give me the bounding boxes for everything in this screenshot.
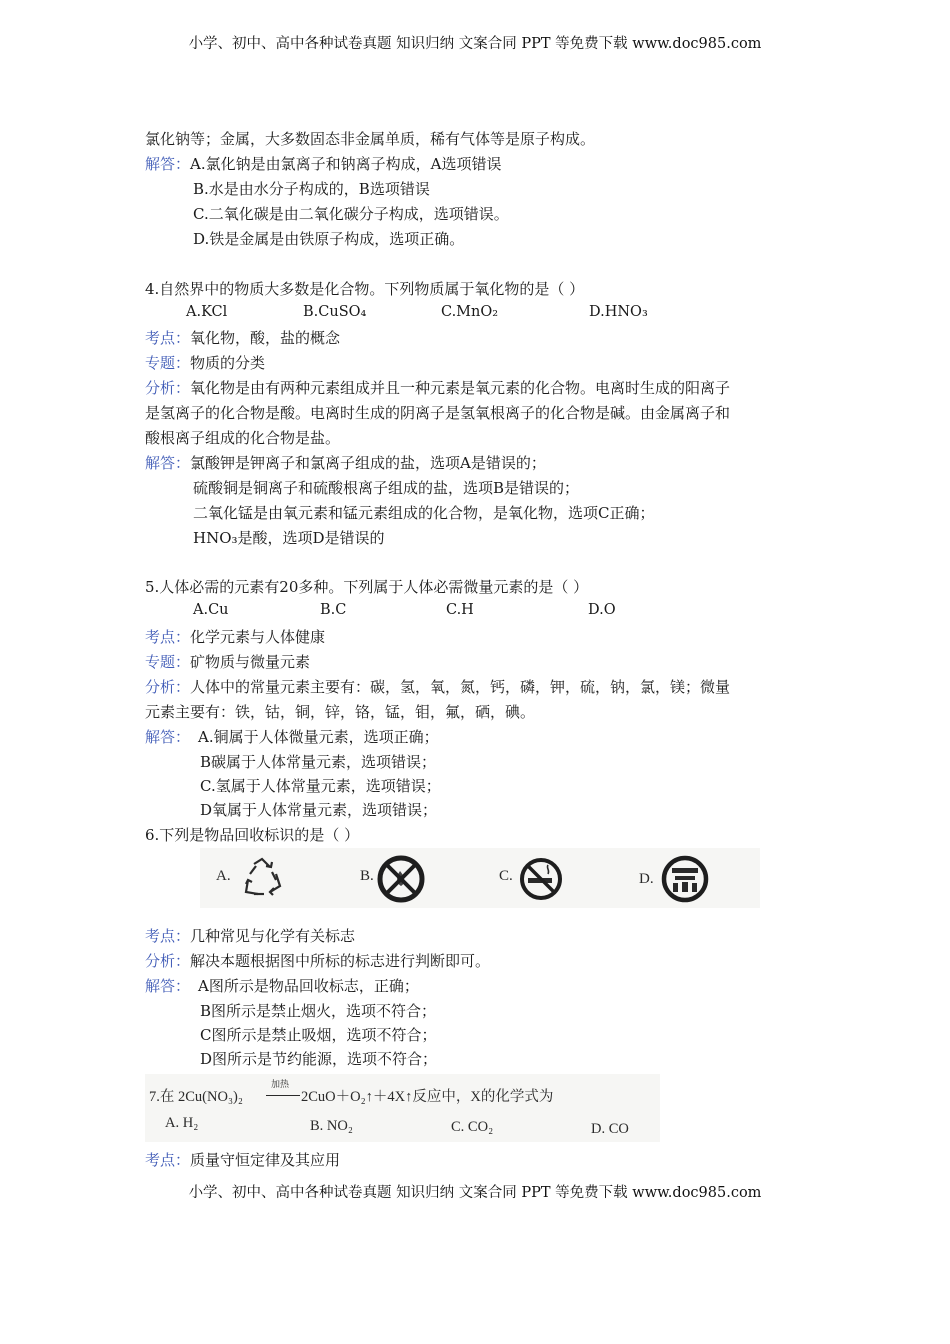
answer-label: 解答： (145, 155, 191, 173)
q4-answer-c: 二氧化锰是由氧元素和锰元素组成的化合物，是氧化物，选项C正确； (193, 504, 655, 522)
q4-fenxi-2: 是氢离子的化合物是酸。电离时生成的阴离子是氢氧根离子的化合物是碱。由金属离子和 (145, 404, 731, 422)
q3-intro: 氯化钠等；金属，大多数固态非金属单质，稀有气体等是原子构成。 (145, 130, 596, 148)
q3-answer-row (145, 154, 501, 174)
kaodian-text: 氧化物，酸，盐的概念 (190, 329, 341, 347)
zhuanti-label: 专题： (145, 354, 191, 372)
q7-option-b: B. NO₂ (310, 1118, 353, 1134)
fenxi-label: 分析： (145, 379, 191, 397)
q6-stem: 6.下列是物品回收标识的是（ ） (145, 826, 360, 844)
q7-option-a: A. H₂ (165, 1115, 199, 1131)
kaodian-label: 考点： (145, 927, 191, 945)
zhuanti-text: 物质的分类 (190, 354, 266, 372)
kaodian-label: 考点： (145, 329, 191, 347)
kaodian-text: 几种常见与化学有关标志 (190, 927, 356, 945)
no-fire-icon (376, 854, 426, 904)
q5-answer-c: C.氢属于人体常量元素，选项错误； (200, 777, 441, 795)
kaodian-text: 化学元素与人体健康 (190, 628, 326, 646)
q7-question-image (145, 1074, 660, 1142)
q4-answer-b: 硫酸铜是铜离子和硫酸根离子组成的盐，选项B是错误的； (193, 479, 580, 497)
q4-answer-row (145, 453, 546, 473)
fenxi-text-1: 人体中的常量元素主要有：碳，氢，氧，氮，钙，磷，钾，硫，钠，氯，镁；微量 (190, 678, 731, 696)
q6-fenxi (145, 951, 490, 971)
q4-fenxi (145, 378, 730, 398)
q5-option-b: B.C (320, 602, 347, 618)
fenxi-label: 分析： (145, 952, 191, 970)
answer-label: 解答： (145, 454, 191, 472)
kaodian-label: 考点： (145, 628, 191, 646)
save-energy-icon (660, 854, 710, 904)
q6-answer-a: A图所示是物品回收标志，正确； (198, 977, 419, 995)
q3-answer-c: C.二氧化碳是由二氧化碳分子构成，选项错误。 (193, 205, 509, 223)
no-smoking-icon (518, 856, 564, 902)
q4-option-c: C.MnO₂ (441, 304, 499, 320)
q4-option-d: D.HNO₃ (589, 304, 648, 320)
q6-answer-row (145, 976, 419, 996)
answer-label: 解答： (145, 977, 191, 995)
q3-answer-a: A.氯化钠是由氯离子和钠离子构成，A选项错误 (190, 155, 502, 173)
zhuanti-text: 矿物质与微量元素 (190, 653, 311, 671)
q4-answer-a: 氯酸钾是钾离子和氯离子组成的盐，选项A是错误的； (190, 454, 546, 472)
fenxi-text: 解决本题根据图中所标的标志进行判断即可。 (190, 952, 491, 970)
q5-option-a: A.Cu (193, 602, 229, 618)
q5-fenxi-2: 元素主要有：铁，钴，铜，锌，铬，锰，钼，氟，硒，碘。 (145, 703, 536, 721)
q3-answer-d: D.铁是金属是由铁原子构成，选项正确。 (193, 230, 465, 248)
q7-stem-suffix: 2CuO＋O₂↑＋4X↑反应中，X的化学式为 (301, 1089, 554, 1105)
answer-label: 解答： (145, 728, 191, 746)
kaodian-label: 考点： (145, 1151, 191, 1169)
q5-option-c: C.H (446, 602, 474, 618)
q5-answer-d: D氧属于人体常量元素，选项错误； (200, 801, 438, 819)
q5-zhuanti (145, 652, 310, 672)
q5-answer-row (145, 727, 439, 747)
q4-answer-d: HNO₃是酸，选项D是错误的 (193, 529, 385, 547)
q7-kaodian (145, 1150, 340, 1170)
q5-stem: 5.人体必需的元素有20多种。下列属于人体必需微量元素的是（ ） (145, 578, 589, 596)
q7-reaction-arrow (266, 1095, 300, 1096)
fenxi-text-1: 氧化物是由有两种元素组成并且一种元素是氧元素的化合物。电离时生成的阳离子 (190, 379, 731, 397)
q6-kaodian (145, 926, 355, 946)
q6-answer-d: D图所示是节约能源，选项不符合； (200, 1050, 438, 1068)
q5-answer-b: B碳属于人体常量元素，选项错误； (200, 753, 437, 771)
q7-option-c: C. CO₂ (451, 1119, 494, 1135)
zhuanti-label: 专题： (145, 653, 191, 671)
q5-kaodian (145, 627, 325, 647)
q6-image-label-c: C. (499, 868, 513, 884)
q4-option-b: B.CuSO₄ (303, 304, 367, 320)
q6-image-label-b: B. (360, 868, 374, 884)
q5-answer-a: A.铜属于人体微量元素，选项正确； (198, 728, 439, 746)
recycle-icon (238, 856, 286, 900)
fenxi-label: 分析： (145, 678, 191, 696)
page-footer: 小学、初中、高中各种试卷真题 知识归纳 文案合同 PPT 等免费下载 www.doc985.com (188, 1185, 762, 1201)
q4-option-a: A.KCl (186, 304, 228, 320)
q6-image-label-a: A. (216, 868, 231, 884)
q3-answer-b: B.水是由水分子构成的，B选项错误 (193, 180, 430, 198)
kaodian-text: 质量守恒定律及其应用 (190, 1151, 341, 1169)
q6-answer-c: C图所示是禁止吸烟，选项不符合； (200, 1026, 437, 1044)
q4-fenxi-3: 酸根离子组成的化合物是盐。 (145, 429, 341, 447)
q5-option-d: D.O (588, 602, 616, 618)
q4-stem: 4.自然界中的物质大多数是化合物。下列物质属于氧化物的是（ ） (145, 280, 585, 298)
page-header: 小学、初中、高中各种试卷真题 知识归纳 文案合同 PPT 等免费下载 www.doc985.com (188, 36, 762, 52)
q6-answer-b: B图所示是禁止烟火，选项不符合； (200, 1002, 437, 1020)
q7-stem-prefix: 7.在 2Cu(NO₃)₂ (149, 1089, 243, 1105)
q4-zhuanti (145, 353, 265, 373)
q5-fenxi (145, 677, 730, 697)
q7-option-d: D. CO (591, 1121, 629, 1137)
q7-condition: 加热 (271, 1079, 290, 1089)
q6-options-image (200, 848, 760, 908)
q4-kaodian (145, 328, 340, 348)
q6-image-label-d: D. (639, 871, 654, 887)
